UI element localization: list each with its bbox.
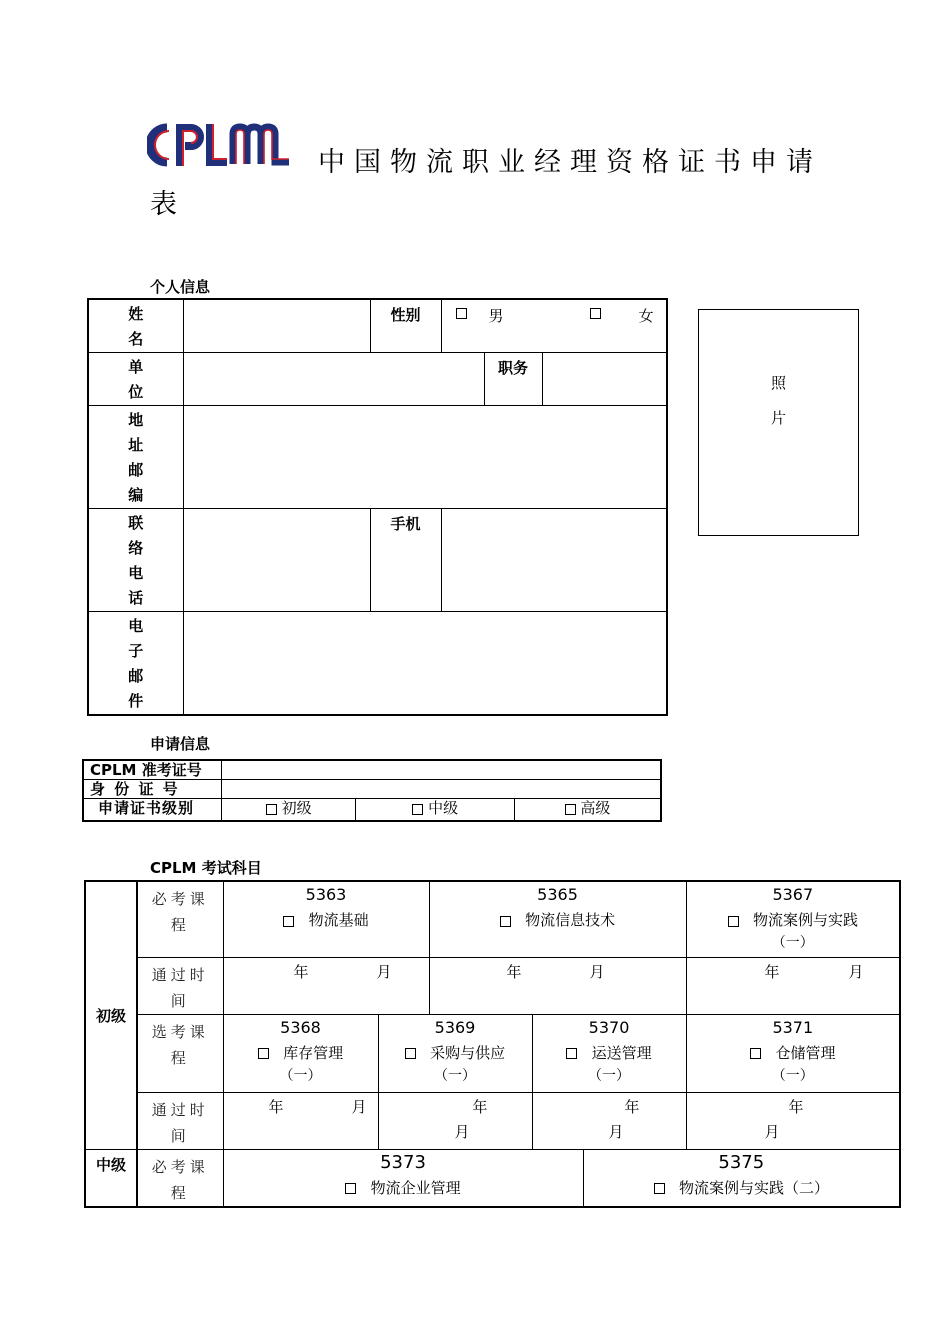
address-label: 地 址 邮 编 <box>88 406 183 509</box>
name-field[interactable] <box>183 299 370 353</box>
exam-id-label: CPLM 准考证号 <box>83 760 221 780</box>
year-unit: 年 <box>268 1097 284 1116</box>
form-title-continued: 表 <box>150 189 177 220</box>
application-info-table <box>82 759 662 822</box>
course-5375: 5375 物流案例与实践（二） <box>583 1149 900 1207</box>
course-5368: 5368 库存管理 （一） <box>223 1014 378 1092</box>
id-card-field[interactable] <box>221 780 661 799</box>
month-unit: 月 <box>454 1122 470 1141</box>
course-5370: 5370 运送管理 （一） <box>532 1014 686 1092</box>
junior-option-label: 初级 <box>281 799 312 817</box>
male-option-label: 男 <box>488 307 504 325</box>
email-label: 电 子 邮 件 <box>88 612 183 716</box>
level-middle-option[interactable] <box>356 799 515 821</box>
position-label: 职务 <box>484 353 542 406</box>
cert-level-label: 申请证书级别 <box>83 799 221 821</box>
course-5363: 5363 物流基础 <box>223 881 429 957</box>
month-unit: 月 <box>764 1122 780 1141</box>
exam-subjects-heading: CPLM 考试科目 <box>150 859 262 877</box>
unit-field[interactable] <box>183 353 484 406</box>
junior-elective-passed-label: 通过时 间 <box>137 1092 223 1149</box>
junior-required-label: 必考课 程 <box>137 881 223 957</box>
gender-options <box>441 299 667 353</box>
form-title: 中国物流职业经理资格证书申请 <box>318 147 822 178</box>
course-5375-checkbox[interactable] <box>654 1183 665 1194</box>
year-unit: 年 <box>788 1097 804 1116</box>
junior-elective-label: 选考课 程 <box>137 1014 223 1092</box>
course-5369: 5369 采购与供应 （一） <box>378 1014 532 1092</box>
exam-subjects-table <box>84 880 901 1208</box>
personal-info-heading: 个人信息 <box>150 278 211 296</box>
junior-level-label: 初级 <box>85 881 137 1149</box>
male-checkbox[interactable] <box>456 308 467 319</box>
course-5373-checkbox[interactable] <box>345 1183 356 1194</box>
pass-date-5363[interactable] <box>223 957 429 1014</box>
course-5367: 5367 物流案例与实践 （一） <box>686 881 900 957</box>
female-option-label: 女 <box>638 307 654 325</box>
photo-box[interactable] <box>698 309 859 536</box>
id-card-label: 身 份 证 号 <box>83 780 221 799</box>
middle-checkbox[interactable] <box>412 804 423 815</box>
phone-label: 联 络 电 话 <box>88 509 183 612</box>
email-field[interactable] <box>183 612 667 716</box>
course-5367-checkbox[interactable] <box>728 916 739 927</box>
position-field[interactable] <box>542 353 667 406</box>
pass-date-5370[interactable] <box>532 1092 686 1149</box>
month-unit: 月 <box>376 962 392 981</box>
month-unit: 月 <box>589 962 605 981</box>
pass-date-5365[interactable] <box>429 957 686 1014</box>
course-5368-checkbox[interactable] <box>258 1048 269 1059</box>
junior-required-passed-label: 通过时 间 <box>137 957 223 1014</box>
address-field[interactable] <box>183 406 667 509</box>
middle-level-label: 中级 <box>85 1149 137 1207</box>
cplm-logo <box>147 122 293 168</box>
middle-required-label: 必考课 程 <box>137 1149 223 1207</box>
middle-option-label: 中级 <box>428 799 459 817</box>
mobile-field[interactable] <box>441 509 667 612</box>
course-5370-checkbox[interactable] <box>566 1048 577 1059</box>
name-label: 姓 名 <box>88 299 183 353</box>
level-junior-option[interactable] <box>221 799 355 821</box>
month-unit: 月 <box>608 1122 624 1141</box>
course-5371: 5371 仓储管理 （一） <box>686 1014 900 1092</box>
course-5373: 5373 物流企业管理 <box>223 1149 583 1207</box>
pass-date-5367[interactable] <box>686 957 900 1014</box>
gender-label: 性别 <box>370 299 441 353</box>
unit-label: 单 位 <box>88 353 183 406</box>
course-5365-checkbox[interactable] <box>500 916 511 927</box>
junior-checkbox[interactable] <box>266 804 277 815</box>
photo-label-2: 片 <box>770 409 786 427</box>
year-unit: 年 <box>293 962 309 981</box>
female-checkbox[interactable] <box>590 308 601 319</box>
application-info-heading: 申请信息 <box>150 735 211 753</box>
year-unit: 年 <box>506 962 522 981</box>
senior-checkbox[interactable] <box>565 804 576 815</box>
pass-date-5371[interactable] <box>686 1092 900 1149</box>
month-unit: 月 <box>351 1097 367 1116</box>
photo-label-1: 照 <box>770 374 786 392</box>
year-unit: 年 <box>764 962 780 981</box>
pass-date-5368[interactable] <box>223 1092 378 1149</box>
year-unit: 年 <box>472 1097 488 1116</box>
personal-info-table <box>87 298 668 716</box>
course-5365: 5365 物流信息技术 <box>429 881 686 957</box>
phone-field[interactable] <box>183 509 370 612</box>
senior-option-label: 高级 <box>580 799 611 817</box>
course-5363-checkbox[interactable] <box>283 916 294 927</box>
mobile-label: 手机 <box>370 509 441 612</box>
level-senior-option[interactable] <box>514 799 661 821</box>
course-5371-checkbox[interactable] <box>750 1048 761 1059</box>
month-unit: 月 <box>848 962 864 981</box>
year-unit: 年 <box>624 1097 640 1116</box>
exam-id-field[interactable] <box>221 760 661 780</box>
course-5369-checkbox[interactable] <box>405 1048 416 1059</box>
pass-date-5369[interactable] <box>378 1092 532 1149</box>
